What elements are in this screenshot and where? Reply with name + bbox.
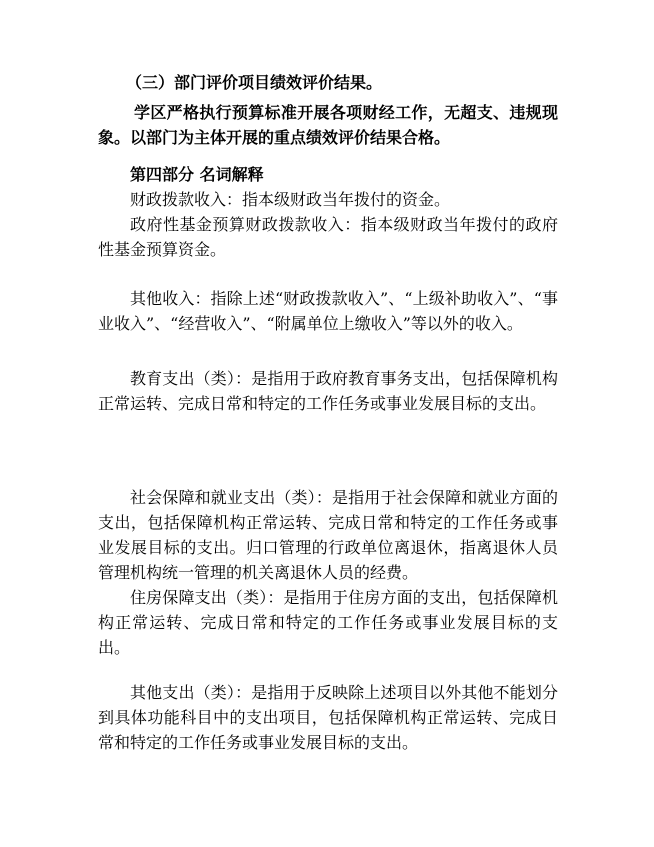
term-fiscal-appropriation-income: 财政拨款收入：指本级财政当年拨付的资金。 (130, 190, 451, 209)
section-3-body: 学区严格执行预算标准开展各项财经工作，无超支、违规现象。以部门为主体开展的重点绩效评价结果合格。 (98, 103, 558, 147)
term-other-income: 其他收入：指除上述“财政拨款收入”、“上级补助收入”、“事业收入”、“经营收入”、“附属单位上缴收入”等以外的收入。 (98, 289, 558, 333)
term-housing-expenditure: 住房保障支出（类）：是指用于住房方面的支出，包括保障机构正常运转、完成日常和特定的工作任务或事业发展目标的支出。 (98, 588, 558, 657)
term-other-expenditure: 其他支出（类）：是指用于反映除上述项目以外其他不能划分到具体功能科目中的支出项目，包括保障机构正常运转、完成日常和特定的工作任务或事业发展目标的支出。 (98, 683, 558, 752)
term-education-expenditure: 教育支出（类）：是指用于政府教育事务支出，包括保障机构正常运转、完成日常和特定的工作任务或事业发展目标的支出。 (98, 369, 558, 413)
section-3-heading: （三）部门评价项目绩效评价结果。 (126, 73, 383, 92)
part-4-heading: 第四部分 名词解释 (130, 165, 264, 184)
term-social-security-expenditure: 社会保障和就业支出（类）：是指用于社会保障和就业方面的支出，包括保障机构正常运转、完成日常和特定的工作任务或事业发展目标的支出。归口管理的行政单位离退休，指离退休人员管理机构统一管理的机关离退休人员的经费。 (98, 488, 558, 582)
term-government-fund-income: 政府性基金预算财政拨款收入：指本级财政当年拨付的政府性基金预算资金。 (98, 215, 558, 259)
